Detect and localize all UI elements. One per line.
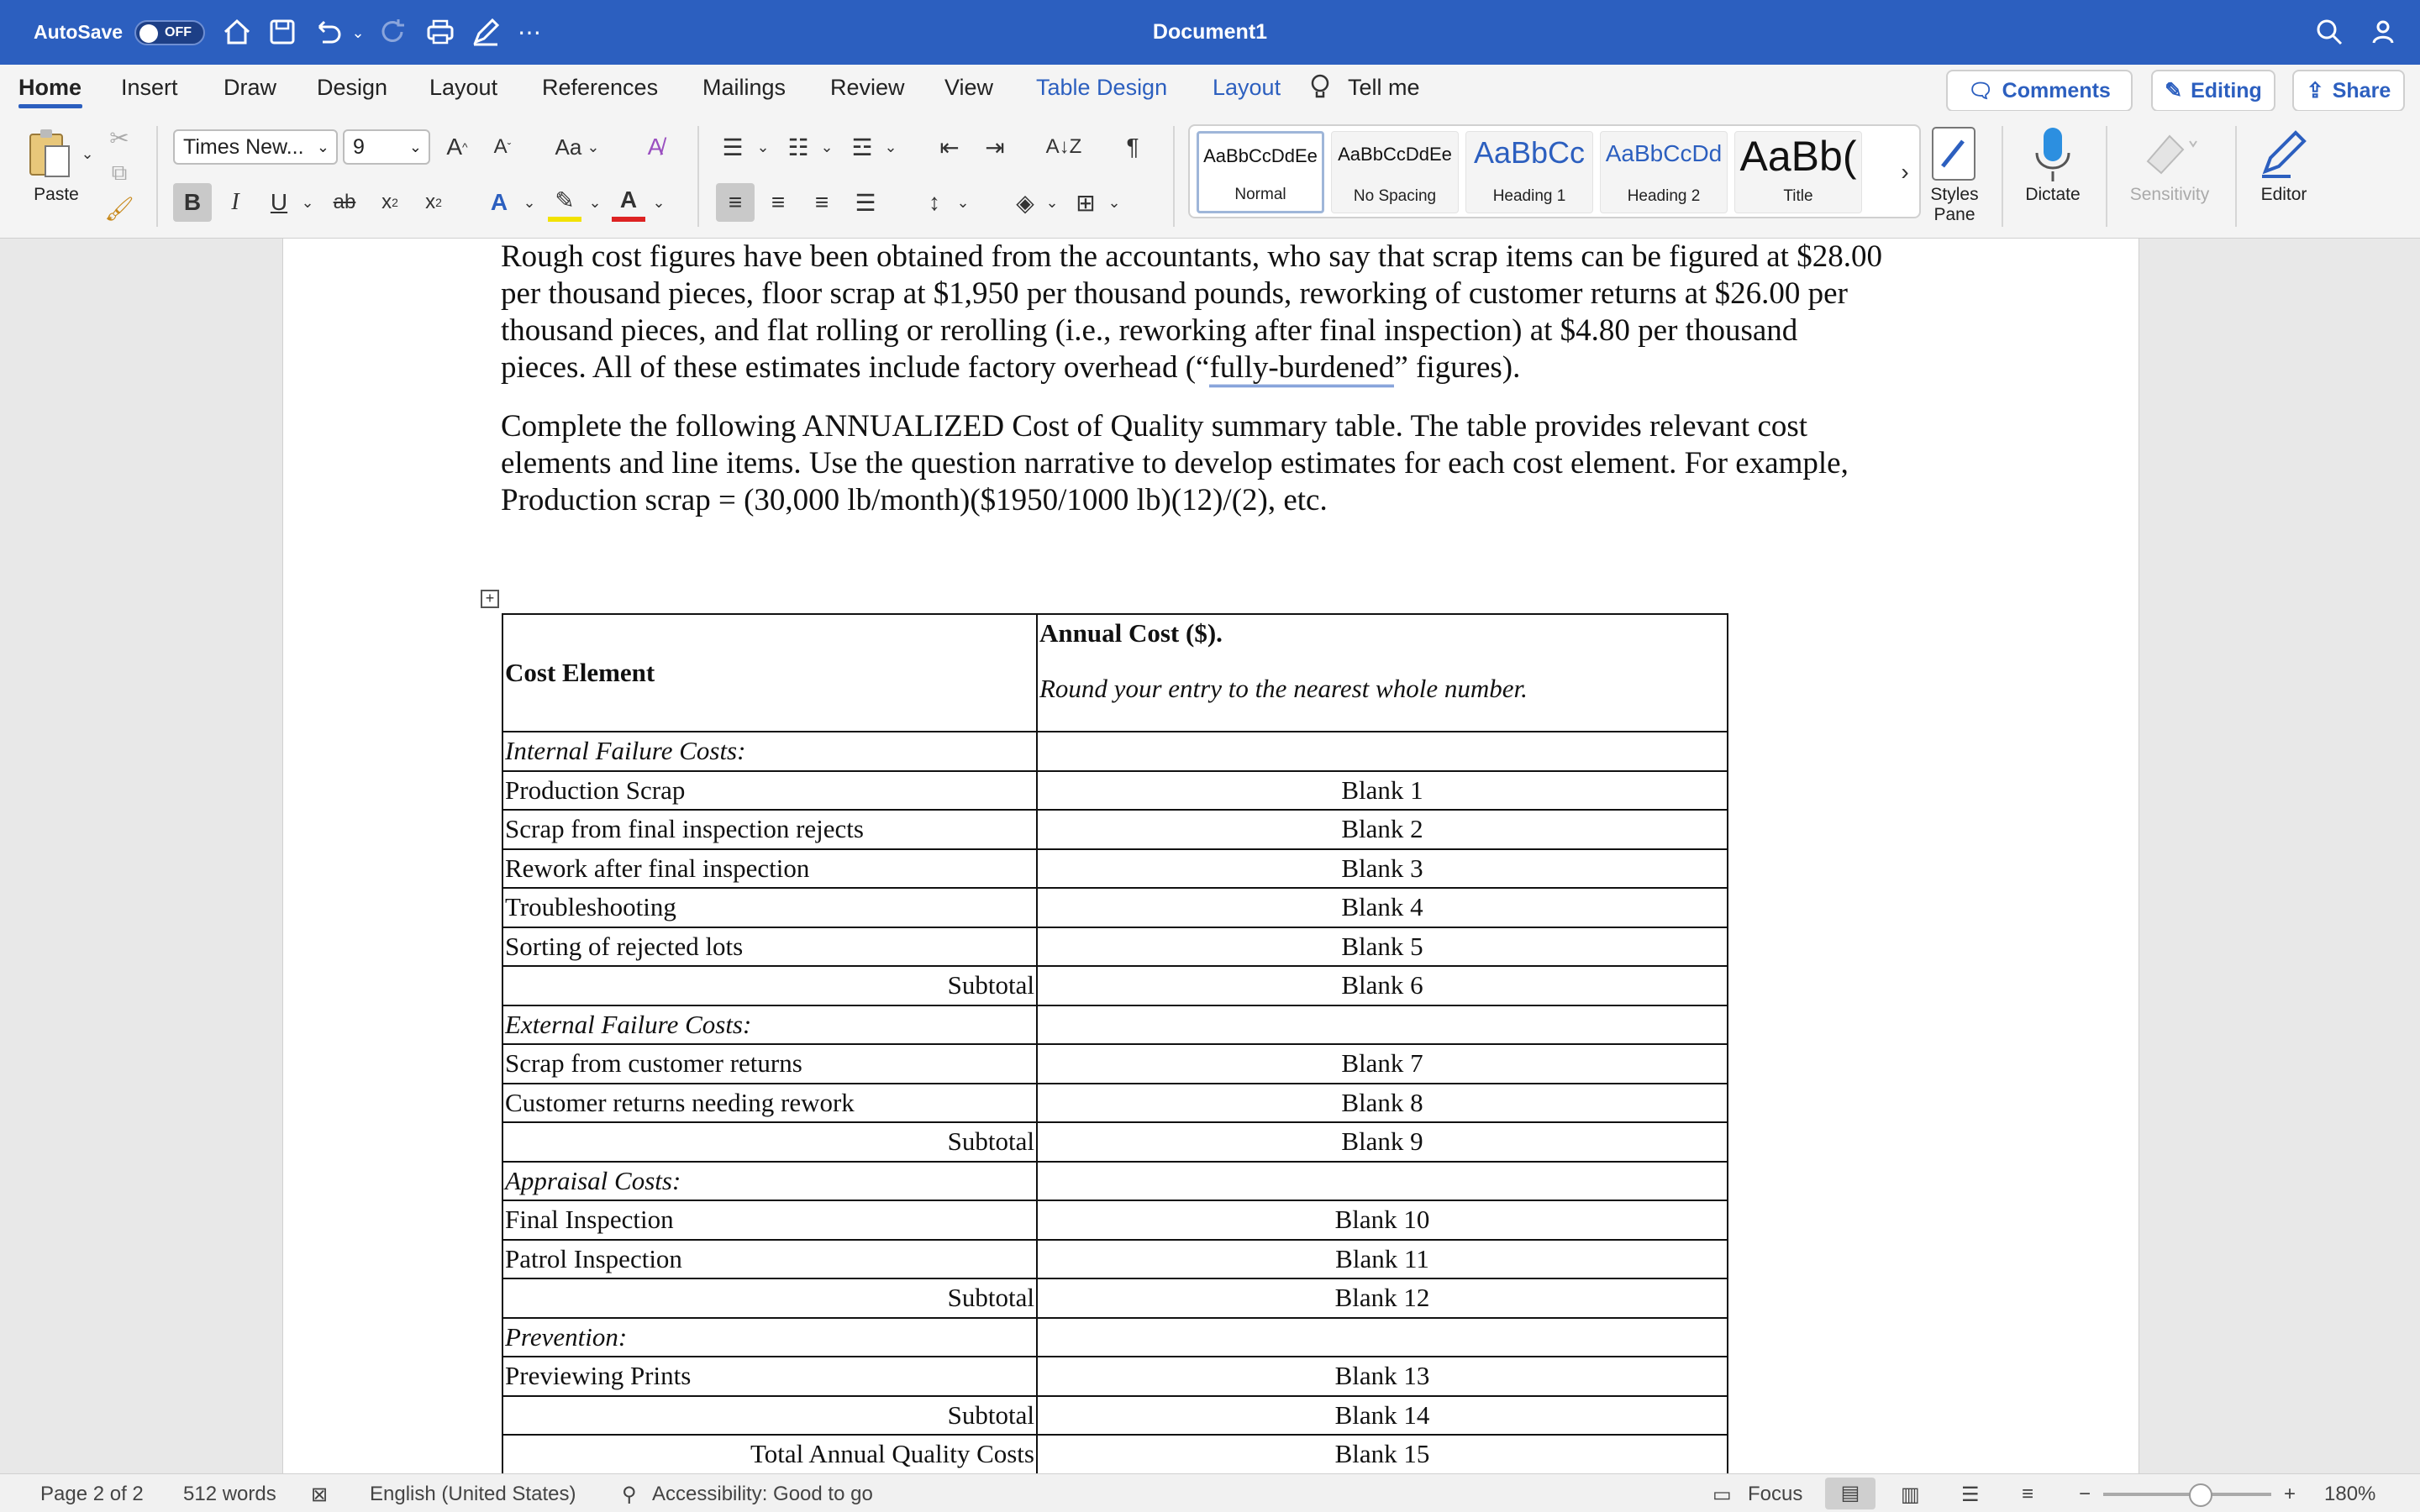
annual-cost-cell[interactable] — [1037, 1005, 1728, 1045]
fully-burdened-word[interactable]: fully-burdened — [1209, 350, 1394, 387]
focus-icon: ▭ — [1712, 1483, 1732, 1506]
highlight-icon[interactable]: ✎ — [548, 183, 581, 222]
table-row — [502, 927, 1728, 967]
table-move-handle[interactable]: + — [481, 590, 499, 608]
italic-icon[interactable]: I — [231, 189, 239, 215]
style-name: Title — [1783, 187, 1813, 205]
table-row — [502, 1240, 1728, 1279]
table-row — [502, 1396, 1728, 1436]
lightbulb-icon — [1309, 73, 1331, 102]
subtotal-label-cell[interactable]: Subtotal — [502, 1122, 1037, 1162]
chevron-down-icon[interactable]: ⌄ — [1045, 193, 1059, 211]
underline-icon[interactable]: U — [270, 189, 288, 215]
tab-layout[interactable]: Layout — [429, 75, 498, 100]
editor-label: Editor — [2260, 185, 2307, 204]
subscript-icon[interactable]: x 2 — [381, 191, 398, 213]
header-annual-cost[interactable] — [1037, 614, 1728, 732]
table-row — [502, 849, 1728, 889]
chevron-down-icon[interactable]: ⌄ — [956, 193, 970, 211]
annual-cost-cell[interactable]: Blank 7 — [1037, 1044, 1728, 1084]
chevron-down-icon[interactable]: ⌄ — [820, 138, 834, 155]
annual-cost-cell[interactable]: Blank 6 — [1037, 966, 1728, 1005]
chevron-right-icon[interactable]: › — [1901, 159, 1909, 185]
header-annual-cost-note: Round your entry to the nearest whole number. — [1039, 674, 1528, 703]
cost-element-cell[interactable]: Troubleshooting — [502, 888, 1037, 927]
style-heading-2[interactable] — [1600, 131, 1728, 213]
section-label-cell[interactable]: Internal Failure Costs: — [502, 732, 1037, 771]
active-tab-indicator — [18, 104, 82, 108]
copy-icon[interactable]: ⧉ — [111, 160, 128, 185]
separator — [2106, 126, 2107, 227]
table-row — [502, 1357, 1728, 1396]
styles-pane-icon[interactable] — [1929, 124, 1980, 185]
document-page — [282, 239, 2139, 1473]
chevron-down-icon: ⌄ — [587, 138, 600, 155]
separator — [1173, 126, 1175, 227]
font-size-value: 9 — [353, 134, 365, 159]
format-painter-icon[interactable]: 🖌 — [104, 195, 134, 222]
style-sample: AaBbCcDdEe — [1338, 144, 1452, 165]
header-annual-cost-title: Annual Cost ($). — [1039, 618, 1223, 648]
proofing-icon[interactable]: ⊠ — [311, 1483, 329, 1506]
text-line: elements and line items. Use the question narrative to develop estimates for each cost element. For example, — [501, 446, 1849, 480]
font-color-icon[interactable]: A — [612, 183, 645, 222]
section-label-cell[interactable]: Prevention: — [502, 1318, 1037, 1357]
chevron-down-icon[interactable]: ⌄ — [756, 138, 770, 155]
annual-cost-cell[interactable]: Blank 13 — [1037, 1357, 1728, 1396]
cost-element-cell[interactable]: Scrap from final inspection rejects — [502, 810, 1037, 849]
bullets-icon[interactable]: ☰ — [722, 134, 744, 160]
separator — [697, 126, 699, 227]
cost-element-cell[interactable]: Patrol Inspection — [502, 1240, 1037, 1279]
title-bar — [0, 0, 2420, 65]
annual-cost-cell[interactable]: Blank 8 — [1037, 1084, 1728, 1123]
cost-element-cell[interactable]: Customer returns needing rework — [502, 1084, 1037, 1123]
annual-cost-cell[interactable] — [1037, 1162, 1728, 1201]
chevron-down-icon[interactable]: ⌄ — [523, 193, 536, 211]
tab-references[interactable]: References — [542, 75, 659, 100]
chevron-down-icon[interactable]: ⌄ — [652, 193, 666, 211]
cost-element-cell[interactable]: Rework after final inspection — [502, 849, 1037, 889]
style-name: Heading 2 — [1627, 187, 1701, 205]
clear-formatting-icon[interactable]: A̸ — [647, 134, 664, 160]
header-cost-element[interactable]: Cost Element — [502, 614, 1037, 732]
table-row — [502, 1122, 1728, 1162]
style-name: No Spacing — [1353, 187, 1437, 205]
comments-button[interactable] — [1946, 70, 2133, 112]
zoom-out-icon[interactable]: − — [2079, 1483, 2091, 1505]
style-name: Heading 1 — [1492, 187, 1566, 205]
superscript-icon[interactable]: x 2 — [425, 191, 442, 213]
cost-of-quality-table — [502, 613, 1728, 1473]
paragraph-rough-cost[interactable] — [501, 239, 1963, 386]
style-sample: AaBbCcDd — [1605, 140, 1723, 166]
shading-icon[interactable]: ◈ — [1016, 189, 1034, 216]
font-name-value: Times New... — [183, 134, 304, 159]
focus-mode[interactable]: Focus — [1748, 1483, 1803, 1505]
chevron-down-icon[interactable]: ⌄ — [301, 193, 314, 211]
chevron-down-icon: ⌄ — [316, 138, 329, 155]
paste-icon[interactable] — [25, 126, 72, 180]
table-row — [502, 1278, 1728, 1318]
text-line: Production scrap = (30,000 lb/month)($1950/1000 lb)(12)/(2), etc. — [501, 483, 1328, 517]
cost-element-cell[interactable]: Sorting of rejected lots — [502, 927, 1037, 967]
tab-design[interactable]: Design — [317, 75, 388, 100]
text-line: thousand pieces, and flat rolling or rerolling (i.e., reworking after final inspection) at $4.80 per thousand — [501, 313, 1798, 348]
annual-cost-cell[interactable] — [1037, 732, 1728, 771]
change-case-label: Aa — [555, 134, 582, 160]
table-row — [502, 771, 1728, 811]
styles-pane-line2: Pane — [1933, 205, 1975, 224]
tab-table-layout[interactable]: Layout — [1213, 75, 1281, 100]
annual-cost-cell[interactable]: Blank 15 — [1037, 1435, 1728, 1473]
style-no-spacing[interactable] — [1331, 131, 1459, 213]
sensitivity-label: Sensitivity — [2129, 185, 2210, 204]
autosave-label: AutoSave — [34, 21, 124, 43]
decrease-font-icon[interactable]: A ˇ — [493, 135, 512, 158]
chevron-down-icon: ⌄ — [408, 138, 422, 155]
accessibility-icon: ⚲ — [622, 1483, 637, 1506]
separator — [2002, 126, 2003, 227]
annual-cost-cell[interactable]: Blank 10 — [1037, 1200, 1728, 1240]
subtotal-label-cell[interactable]: Subtotal — [502, 1396, 1037, 1436]
tab-draw[interactable]: Draw — [224, 75, 277, 100]
separator — [2235, 126, 2237, 227]
accessibility-status[interactable]: Accessibility: Good to go — [652, 1483, 873, 1505]
word-count[interactable]: 512 words — [183, 1483, 276, 1505]
print-layout-icon[interactable]: ▤ — [1825, 1478, 1876, 1509]
styles-pane-label — [1912, 185, 1996, 225]
paste-label: Paste — [34, 185, 79, 204]
pencil-icon: ✎ — [2165, 79, 2183, 102]
comments-label: Comments — [2002, 78, 2111, 102]
style-title[interactable] — [1734, 131, 1862, 213]
zoom-in-icon[interactable]: + — [2284, 1483, 2296, 1505]
tab-review[interactable]: Review — [830, 75, 905, 100]
tab-home[interactable]: Home — [18, 75, 82, 100]
style-heading-1[interactable] — [1465, 131, 1593, 213]
text-line: Rough cost figures have been obtained from the accountants, who say that scrap items can be figured at $28.00 — [501, 239, 1882, 274]
cut-icon[interactable]: ✂ — [109, 124, 129, 151]
page-count[interactable]: Page 2 of 2 — [40, 1483, 144, 1505]
styles-pane-line1: Styles — [1930, 185, 1979, 204]
annual-cost-cell[interactable]: Blank 2 — [1037, 810, 1728, 849]
style-name: Normal — [1234, 186, 1286, 203]
paste-dropdown-icon[interactable]: ⌄ — [81, 144, 94, 162]
styles-gallery — [1188, 124, 1921, 218]
zoom-slider[interactable] — [2103, 1493, 2271, 1496]
increase-indent-icon[interactable]: ⇥ — [985, 134, 1005, 160]
text-segment: ” figures). — [1394, 350, 1521, 385]
style-sample: AaBbCcDdEe — [1203, 145, 1318, 166]
chevron-down-icon[interactable]: ⌄ — [884, 138, 897, 155]
zoom-slider-handle[interactable] — [2189, 1483, 2212, 1507]
section-label-cell[interactable]: External Failure Costs: — [502, 1005, 1037, 1045]
align-right-icon[interactable]: ≡ — [814, 189, 829, 215]
dictate-label: Dictate — [2025, 185, 2081, 204]
sensitivity-icon[interactable] — [2141, 124, 2200, 178]
editing-button[interactable] — [2151, 70, 2275, 112]
table-row — [502, 1318, 1728, 1357]
table-row — [502, 1200, 1728, 1240]
table-header-row — [502, 614, 1728, 732]
chevron-down-icon[interactable]: ⌄ — [1107, 193, 1121, 211]
text-effects-icon[interactable]: A — [490, 189, 508, 215]
editing-label: Editing — [2191, 78, 2262, 102]
tab-table-design[interactable]: Table Design — [1036, 75, 1168, 100]
comment-icon: 🗨 — [1968, 79, 1994, 102]
share-icon: ⇪ — [2306, 79, 2324, 102]
table-row — [502, 966, 1728, 1005]
section-label-cell[interactable]: Appraisal Costs: — [502, 1162, 1037, 1201]
borders-icon[interactable]: ⊞ — [1076, 189, 1096, 216]
zoom-level[interactable]: 180% — [2324, 1483, 2376, 1505]
annual-cost-cell[interactable]: Blank 11 — [1037, 1240, 1728, 1279]
annual-cost-cell[interactable]: Blank 5 — [1037, 927, 1728, 967]
cost-element-cell[interactable]: Production Scrap — [502, 771, 1037, 811]
text-line: Complete the following ANNUALIZED Cost of Quality summary table. The table provides relevant cost — [501, 409, 1808, 444]
annual-cost-cell[interactable]: Blank 1 — [1037, 771, 1728, 811]
justify-icon[interactable]: ☰ — [855, 189, 876, 216]
editor-icon[interactable] — [2257, 124, 2312, 180]
align-left-icon[interactable]: ≡ — [716, 183, 755, 222]
table-row — [502, 888, 1728, 927]
decrease-indent-icon[interactable]: ⇤ — [939, 134, 960, 160]
show-formatting-icon[interactable]: ¶ — [1126, 134, 1139, 160]
subtotal-label-cell[interactable]: Total Annual Quality Costs — [502, 1435, 1037, 1473]
annual-cost-cell[interactable]: Blank 4 — [1037, 888, 1728, 927]
text-line — [501, 349, 1963, 386]
annual-cost-cell[interactable]: Blank 14 — [1037, 1396, 1728, 1436]
autosave-state: OFF — [165, 25, 192, 39]
style-sample: AaBbCc — [1473, 135, 1586, 170]
bold-icon[interactable]: B — [173, 183, 212, 222]
annual-cost-cell[interactable] — [1037, 1318, 1728, 1357]
line-spacing-icon[interactable]: ↕ — [929, 189, 940, 215]
style-sample: AaBb( — [1739, 133, 1857, 180]
table-row — [502, 1084, 1728, 1123]
table-row — [502, 1044, 1728, 1084]
separator — [156, 126, 158, 227]
tab-view[interactable]: View — [944, 75, 994, 100]
undo-dropdown-icon[interactable]: ⌄ — [351, 24, 365, 41]
status-bar — [0, 1473, 2420, 1512]
chevron-down-icon[interactable]: ⌄ — [588, 193, 602, 211]
cost-element-cell[interactable]: Scrap from customer returns — [502, 1044, 1037, 1084]
cost-element-cell[interactable]: Final Inspection — [502, 1200, 1037, 1240]
web-layout-icon[interactable]: ▥ — [1901, 1483, 1920, 1506]
text-line: per thousand pieces, floor scrap at $1,950 per thousand pounds, reworking of customer returns at $26.00 per — [501, 276, 1848, 311]
strikethrough-icon[interactable]: ab — [333, 191, 356, 213]
tab-insert[interactable]: Insert — [121, 75, 178, 100]
subtotal-label-cell[interactable]: Subtotal — [502, 1278, 1037, 1318]
share-label: Share — [2332, 78, 2391, 102]
annual-cost-cell[interactable]: Blank 12 — [1037, 1278, 1728, 1318]
document-title: Document1 — [1152, 20, 1268, 44]
share-button[interactable] — [2292, 70, 2405, 112]
draft-view-icon[interactable]: ≡ — [2022, 1483, 2034, 1505]
multilevel-list-icon[interactable]: ☲ — [851, 134, 873, 160]
tell-me[interactable]: Tell me — [1348, 75, 1420, 100]
annual-cost-cell[interactable]: Blank 9 — [1037, 1122, 1728, 1162]
table-row — [502, 732, 1728, 771]
table-row — [502, 1435, 1728, 1473]
cost-element-cell[interactable]: Previewing Prints — [502, 1357, 1037, 1396]
paragraph-instructions[interactable] — [501, 408, 1963, 519]
search-icon[interactable] — [2312, 15, 2346, 49]
tab-mailings[interactable]: Mailings — [702, 75, 786, 100]
font-name-select[interactable] — [173, 129, 338, 165]
numbering-icon[interactable]: ☷ — [787, 134, 809, 160]
table-row — [502, 1005, 1728, 1045]
text-segment: pieces. All of these estimates include factory overhead (“ — [501, 350, 1210, 385]
subtotal-label-cell[interactable]: Subtotal — [502, 966, 1037, 1005]
font-size-select[interactable] — [343, 129, 430, 165]
sort-icon[interactable]: A↓Z — [1045, 135, 1082, 158]
table-row — [502, 1162, 1728, 1201]
account-icon[interactable] — [2370, 15, 2403, 49]
annual-cost-cell[interactable]: Blank 3 — [1037, 849, 1728, 889]
table-row — [502, 810, 1728, 849]
microphone-icon[interactable] — [2032, 124, 2074, 185]
style-normal[interactable] — [1197, 131, 1324, 213]
outline-view-icon[interactable]: ☰ — [1961, 1483, 1980, 1506]
change-case-button[interactable] — [548, 129, 607, 165]
more-options-icon[interactable]: ⋯ — [518, 18, 541, 45]
align-center-icon[interactable]: ≡ — [771, 189, 786, 215]
increase-font-icon[interactable]: A ^ — [446, 134, 468, 160]
language[interactable]: English (United States) — [370, 1483, 576, 1505]
